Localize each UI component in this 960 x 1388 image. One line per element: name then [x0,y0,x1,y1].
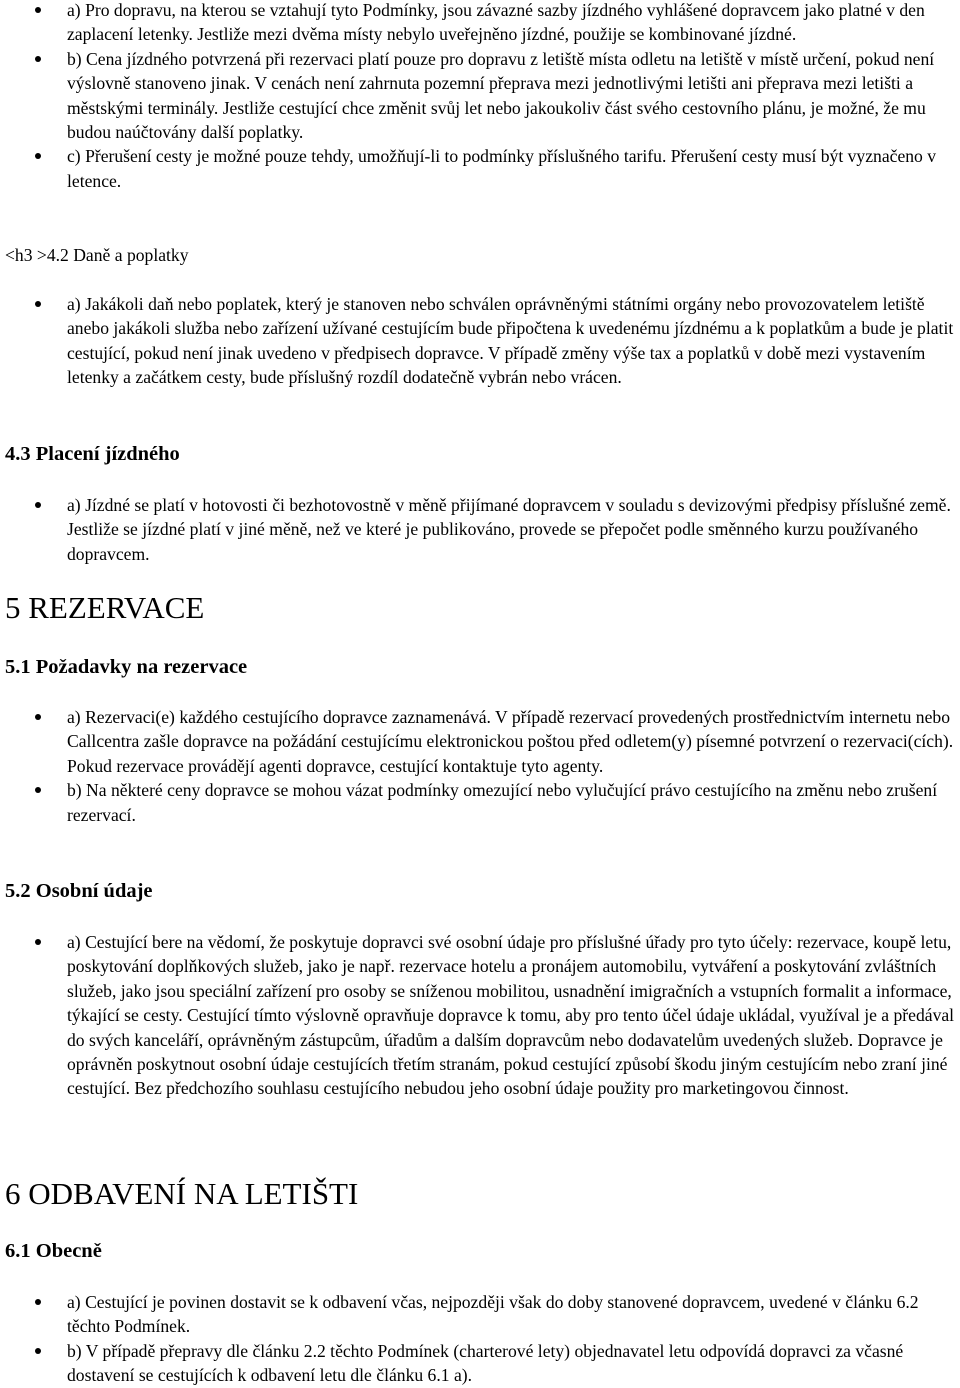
section-5-2-list [0,930,960,1101]
list-item: a) Rezervaci(e) každého cestujícího dopravce zaznamenává. V případě rezervací provedených prostřednictvím internetu nebo Callcentra zašle dopravce na požádání cestujícímu elektronickou poštou před odletem(y) písemné potvrzení o rezervaci(cích). Pokud rezervace provádějí agenti dopravce, cestující kontaktuje tyto agenty. [67,705,960,778]
intro-list [0,0,960,193]
list-item: b) Cena jízdného potvrzená při rezervaci platí pouze pro dopravu z letiště místa odletu na letiště v místě určení, pokud není výslovně stanoveno jinak. V cenách není zahrnuta pozemní přeprava mezi jednotlivými letišti ani přeprava mezi letišti a městskými terminály. Jestliže cestující chce změnit svůj let nebo jakoukoliv část svého cestovního plánu, je možné, že mu budou naúčtovány další poplatky. [67,47,960,145]
section-5-1-list [0,705,960,827]
list-item: b) V případě přepravy dle článku 2.2 těchto Podmínek (charterové lety) objednavatel letu odpovídá dopravci za včasné dostavení se cestujících k odbavení letu dle článku 6.1 a). [67,1339,960,1388]
section-heading-6: 6 ODBAVENÍ NA LETIŠTI [5,1176,359,1211]
list-item: b) Na některé ceny dopravce se mohou vázat podmínky omezující nebo vylučující právo cestujícího na změnu nebo zrušení rezervací. [67,778,960,827]
section-heading-5: 5 REZERVACE [5,590,205,625]
section-heading-4-2: <h3 >4.2 Daně a poplatky [5,245,189,265]
list-item: a) Jakákoli daň nebo poplatek, který je stanoven nebo schválen oprávněnými státními orgány nebo provozovatelem letiště anebo jakákoli služba nebo zařízení užívané cestujícím bude připočtena k uvedenému jízdnému a k poplatkům a bude je platit cestující, pokud není jinak uvedeno v předpisech dopravce. V případě změny výše tax a poplatků v době mezi vystavením letenky a začátkem cesty, bude příslušný rozdíl dodatečně vybrán nebo vrácen. [67,292,960,390]
list-item: c) Přerušení cesty je možné pouze tehdy, umožňují-li to podmínky příslušného tarifu. Přerušení cesty musí být vyznačeno v letence. [67,144,960,193]
section-heading-4-3: 4.3 Placení jízdného [5,443,180,465]
section-4-2-list [0,292,960,390]
list-item: a) Jízdné se platí v hotovosti či bezhotovostně v měně přijímané dopravcem v souladu s devizovými předpisy příslušné země. Jestliže se jízdné platí v jiné měně, než ve které je publikováno, provede se přepočet podle směnného kurzu používaného dopravcem. [67,493,960,566]
section-heading-5-2: 5.2 Osobní údaje [5,880,153,902]
section-heading-6-1: 6.1 Obecně [5,1240,102,1262]
list-item: a) Cestující bere na vědomí, že poskytuje dopravci své osobní údaje pro příslušné úřady pro tyto účely: rezervace, koupě letu, poskytování doplňkových služeb, jako je např. rezervace hotelu a pronájem automobilu, vytváření a poskytování zvláštních služeb, jako jsou speciální zařízení pro osoby se sníženou mobilitou, usnadnění imigračních a vstupních formalit a informace, týkající se cesty. Cestující tímto výslovně opravňuje dopravce k tomu, aby pro tento účel údaje ukládal, využíval je a předával do svých kanceláří, oprávněným zástupcům, úřadům a dalším dopravcům nebo dodavatelům uvedených služeb. Dopravce je oprávněn poskytnout osobní údaje cestujících třetím stranám, pokud cestující způsobí škodu jiným cestujícím nebo zraní jiné cestující. Bez předchozího souhlasu cestujícího nebudou jeho osobní údaje použity pro marketingovou činnost. [67,930,960,1101]
section-heading-5-1: 5.1 Požadavky na rezervace [5,656,248,678]
section-4-3-list [0,493,960,566]
list-item: a) Pro dopravu, na kterou se vztahují tyto Podmínky, jsou závazné sazby jízdného vyhlášené dopravcem jako platné v den zaplacení letenky. Jestliže mezi dvěma místy nebylo uveřejněno jízdné, použije se kombinované jízdné. [67,0,960,47]
list-item: a) Cestující je povinen dostavit se k odbavení včas, nejpozději však do doby stanovené dopravcem, uvedené v článku 6.2 těchto Podmínek. [67,1290,960,1339]
section-6-1-list [0,1290,960,1388]
